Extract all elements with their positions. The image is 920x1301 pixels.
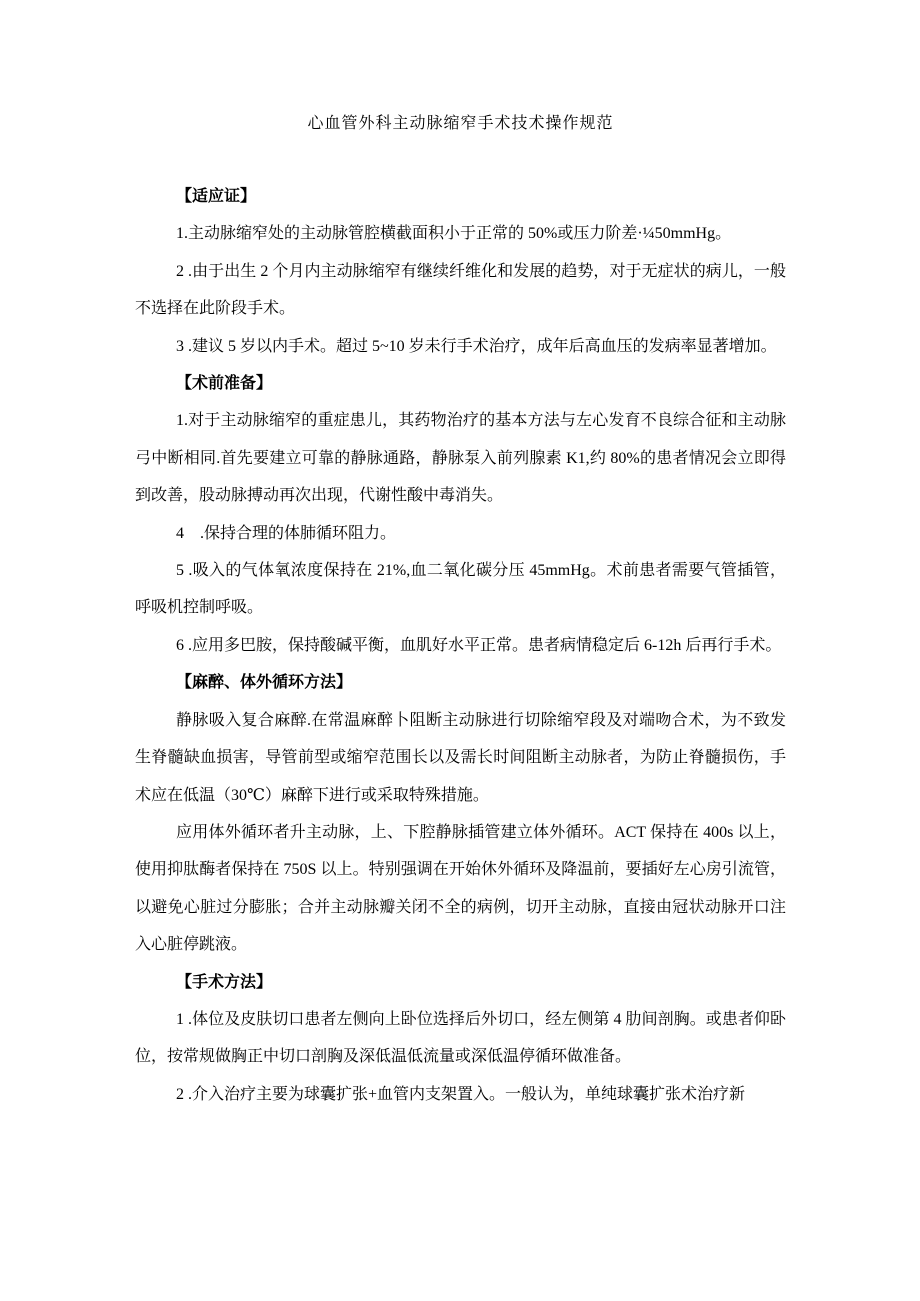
paragraph: 1.主动脉缩窄处的主动脉管腔横截面积小于正常的 50%或压力阶差·¼50mmHg。 [176, 225, 732, 243]
paragraph: 应用体外循环者升主动脉，上、下腔静脉插管建立体外循环。ACT 保持在 400s 以上，使用抑肽酶者保持在 750S 以上。特别强调在开始休外循环及降温前，要插好左心房引流管，以避免心脏过分膨胀；合并主动脉瓣关闭不全的病例，切开主动脉，直接由冠状动脉开口注入心脏停跳液。 [135, 823, 786, 954]
paragraph: 2 .介入治疗主要为球囊扩张+血管内支架置入。一般认为，单纯球囊扩张术治疗新 [176, 1085, 746, 1103]
paragraph: 4 .保持合理的体肺循环阻力。 [176, 524, 397, 542]
paragraph: 6 .应用多巴胺，保持酸碱平衡，血肌好水平正常。患者病情稳定后 6-12h 后再行手术。 [176, 636, 782, 654]
paragraph: 1.对于主动脉缩窄的重症患儿，其药物治疗的基本方法与左心发育不良综合征和主动脉弓中断相同.首先要建立可靠的静脉通路，静脉泵入前列腺素 K1,约 80%的患者情况会立即得到改善，股动脉搏动再次出现，代谢性酸中毒消失。 [135, 412, 786, 505]
document-body [135, 178, 786, 1113]
paragraph: 3 .建议 5 岁以内手术。超过 5~10 岁未行手术治疗，成年后高血压的发病率显著增加。 [176, 337, 777, 355]
paragraph: 1 .体位及皮肤切口患者左侧向上卧位选择后外切口，经左侧第 4 肋间剖胸。或患者仰卧位，按常规做胸正中切口剖胸及深低温低流量或深低温停循环做准备。 [135, 1010, 786, 1066]
paragraph: 5 .吸入的气体氧浓度保持在 21%,血二氧化碳分压 45mmHg。术前患者需要气管插管，呼吸机控制呼吸。 [135, 562, 786, 617]
section-heading: 【手术方法】 [176, 973, 273, 991]
paragraph: 2 .由于出生 2 个月内主动脉缩窄有继续纤维化和发展的趋势，对于无症状的病儿，一般不选择在此阶段手术。 [135, 262, 786, 318]
section-heading: 【适应证】 [176, 188, 257, 205]
section-heading: 【术前准备】 [176, 375, 273, 393]
paragraph: 静脉吸入复合麻醉.在常温麻醉卜阻断主动脉进行切除缩窄段及对端吻合术，为不致发生脊髓缺血损害，导管前型或缩窄范围长以及需长时间阻断主动脉者，为防止脊髓损伤，手术应在低温（30℃）麻醉下进行或采取特殊措施。 [135, 711, 786, 804]
section-heading: 【麻醉、体外循环方法】 [176, 674, 353, 692]
document-title: 心血管外科主动脉缩窄手术技术操作规范 [307, 115, 614, 132]
